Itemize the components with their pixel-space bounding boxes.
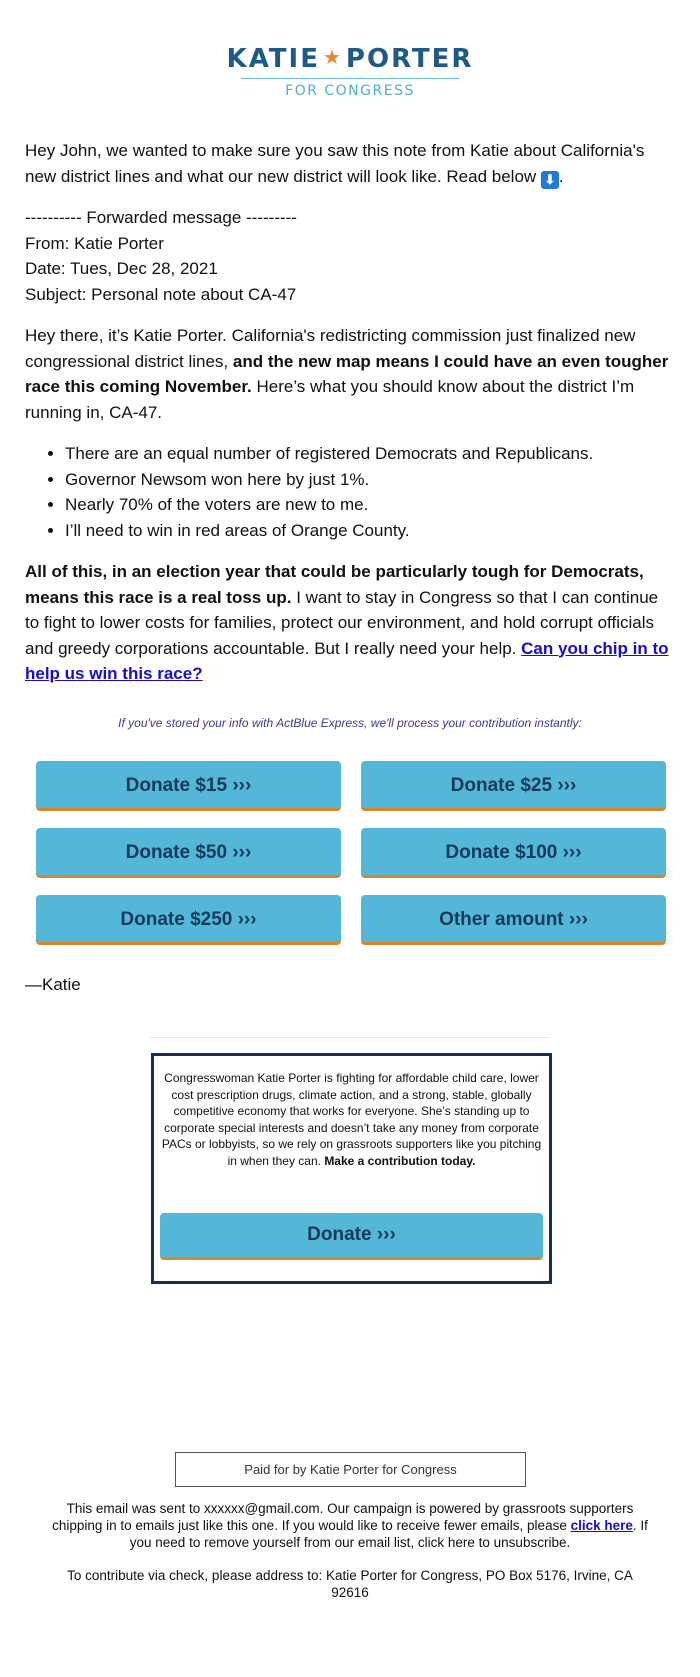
arrow-down-icon: ⬇ [541, 171, 559, 189]
district-facts-list [25, 441, 675, 543]
forwarded-from: From: Katie Porter [25, 233, 164, 253]
fewer-emails-link[interactable]: click here [570, 1518, 633, 1533]
list-item: • I’ll need to win in red areas of Orange County. [65, 518, 675, 544]
body-paragraph-2 [25, 559, 675, 687]
card-body: Congresswoman Katie Porter is fighting for affordable child care, lower cost prescription drugs, climate action, and a strong, stable, globally competitive economy that works for everyone. She’s standing up to corporate special interests and doesn’t take any money from corporate PACs or lobbyists, so we rely on grassroots supporters like you pitching in when they can. [161, 1071, 542, 1168]
body1-bold: and the new map means I could have an even tougher race this coming November. [25, 351, 669, 396]
donate-25-button[interactable]: Donate $25 ››› [361, 761, 666, 811]
body2-bold: All of this, in an election year that could be particularly tough for Democrats, means this race is a real toss up. [25, 562, 644, 607]
paid-for-disclaimer: Paid for by Katie Porter for Congress [175, 1452, 526, 1487]
card-donate-button[interactable]: Donate ››› [160, 1213, 543, 1260]
body2-text: I want to stay in Congress so that I can continue to fight to lower costs for families, protect our environment, and hold corrupt officials and greedy corporations accountable. But I really need your help. [25, 587, 659, 658]
contribution-card [151, 1053, 552, 1284]
card-cta-bold: Make a contribution today. [324, 1153, 476, 1168]
intro-paragraph [25, 138, 675, 189]
logo-name-last: PORTER [345, 44, 474, 74]
logo-name-first: KATIE [226, 44, 320, 74]
logo-subtitle: FOR CONGRESS [285, 83, 415, 99]
card-text [158, 1070, 545, 1169]
actblue-note: If you've stored your info with ActBlue Express, we'll process your contribution instantly: [118, 716, 582, 730]
forwarded-header [25, 205, 675, 307]
campaign-logo [0, 44, 700, 100]
body1-text-a: Hey there, it’s Katie Porter. California's redistricting commission just finalized new congressional district lines, [25, 326, 636, 371]
star-icon: ★ [322, 45, 343, 69]
footer-paragraph-2: To contribute via check, please address to: Katie Porter for Congress, PO Box 5176, Irvine, CA 92616 [67, 1568, 633, 1600]
donate-50-button[interactable]: Donate $50 ››› [36, 828, 341, 878]
email-body [25, 138, 675, 703]
signoff: —Katie [25, 975, 81, 994]
forwarded-date: Date: Tues, Dec 28, 2021 [25, 259, 218, 278]
list-item: • Nearly 70% of the voters are new to me. [65, 492, 675, 518]
intro-text: Hey John, we wanted to make sure you saw this note from Katie about California's new district lines and what our new district will look like. Read below [25, 141, 645, 186]
list-item: • There are an equal number of registered Democrats and Republicans. [65, 441, 675, 467]
email-footer [50, 1500, 650, 1617]
footer-text-a: This email was sent to xxxxxx@gmail.com. Our campaign is powered by grassroots supporters chipping in to emails just like this one. If you would like to receive fewer emails, please [52, 1501, 634, 1533]
donate-15-button[interactable]: Donate $15 ››› [36, 761, 341, 811]
logo-divider [241, 78, 459, 79]
body-paragraph-1 [25, 323, 675, 425]
chip-in-link[interactable]: Can you chip in to help us win this race? [25, 638, 669, 683]
donate-250-button[interactable]: Donate $250 ››› [36, 895, 341, 945]
donate-100-button[interactable]: Donate $100 ››› [361, 828, 666, 878]
footer-paragraph-1 [50, 1500, 650, 1551]
section-divider [150, 1037, 550, 1038]
body1-text-b: Here’s what you should know about the district I’m running in, CA-47. [25, 377, 635, 422]
intro-tail: . [558, 166, 564, 186]
other-amount-button[interactable]: Other amount ››› [361, 895, 666, 945]
forwarded-title: ---------- Forwarded message --------- [25, 208, 297, 227]
logo-wordmark [0, 44, 700, 75]
forwarded-subject: Subject: Personal note about CA-47 [25, 284, 297, 304]
list-item: • Governor Newsom won here by just 1%. [65, 467, 675, 493]
footer-text-b: . If you need to remove yourself from our email list, click here to unsubscribe. [129, 1518, 648, 1550]
